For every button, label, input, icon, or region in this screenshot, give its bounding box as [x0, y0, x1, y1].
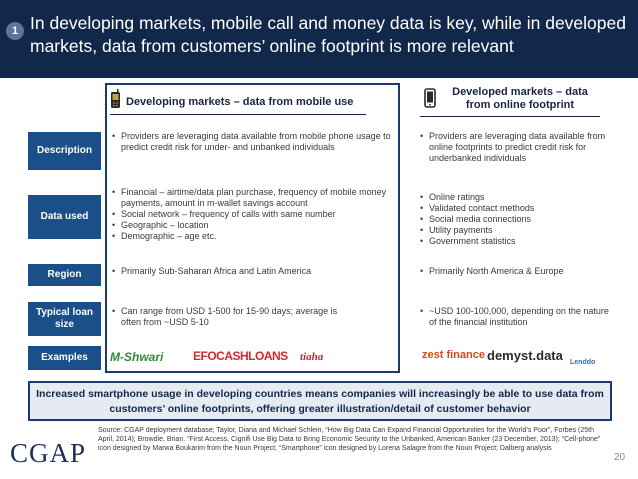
developed-column-header: Developed markets – data from online footprint [452, 86, 588, 111]
demyst-data-logo: demyst.data [487, 348, 563, 363]
efocashloans-logo: EFOCASHLOANS [193, 349, 288, 363]
cgap-logo: CGAP [10, 438, 87, 468]
list-item: • Validated contact methods [420, 203, 615, 214]
developing-region [112, 266, 392, 277]
zestfinance-logo: zest finance [422, 349, 485, 361]
smartphone-icon [424, 88, 436, 113]
developed-header-rule [420, 116, 600, 117]
row-label-data-used: Data used [28, 195, 101, 239]
list-item: • Geographic – location [112, 220, 392, 231]
lenddo-logo: Lenddo [570, 359, 596, 366]
list-item: • Social network – frequency of calls with same number [112, 209, 392, 220]
developing-data-used [112, 187, 392, 242]
key-insight-callout: Increased smartphone usage in developing countries means companies will increasingly be able to use data from customers’ online footprints, offering greater illustration/detail of customer behavior [28, 381, 612, 421]
developing-loan-size [112, 306, 352, 328]
mshwari-logo: M-Shwari [110, 350, 164, 364]
list-item: • Social media connections [420, 214, 615, 225]
developed-region [420, 266, 615, 277]
cell-phone-icon [110, 89, 121, 114]
title-banner [0, 0, 638, 78]
row-label-typical-loan-size: Typical loan size [28, 302, 101, 336]
list-item: • Government statistics [420, 236, 615, 247]
row-label-region: Region [28, 264, 101, 286]
list-item: • Primarily Sub-Saharan Africa and Latin America [112, 266, 392, 277]
list-item: • Utility payments [420, 225, 615, 236]
list-item: • Financial – airtime/data plan purchase, frequency of mobile money payments, amount in m-wallet savings account [112, 187, 392, 209]
row-label-description: Description [28, 132, 101, 170]
section-number-badge: 1 [6, 22, 24, 40]
list-item: • Providers are leveraging data available from mobile phone usage to predict credit risk for under- and unbanked individuals [112, 131, 392, 153]
tiaha-logo: tiaha [300, 351, 324, 363]
source-note: Source: CGAP deployment database; Taylor, Diana and Michael Schlein, “How Big Data Can Expand Financial Opportunities for the World’s Poor”, Forbes (25th April, 2014); Browdie, Brian. “First Access, Cignifi Use Big Data to Bring Economic Security to the Unbanked, American Banker (23 December, 2013); “Cell-phone” icon designed by Marwa Boukarim from the Noun Project; “Smartphone” icon designed by Lorena Salagre from the Noun Project; Dalberg analysis [98, 427, 601, 452]
developed-data-used [420, 192, 615, 247]
list-item: • Providers are leveraging data available from online footprints to predict credit risk for underbanked individuals [420, 131, 615, 164]
slide-title: In developing markets, mobile call and money data is key, while in developed markets, data from customers’ online footprint is more relevant [30, 13, 626, 56]
developing-column-header: Developing markets – data from mobile use [126, 96, 354, 108]
row-label-examples: Examples [28, 346, 101, 370]
list-item: • ~USD 100-100,000, depending on the nature of the financial institution [420, 306, 615, 328]
developing-description [112, 131, 392, 153]
developing-header-rule [110, 114, 366, 115]
list-item: • Online ratings [420, 192, 615, 203]
developed-loan-size [420, 306, 615, 328]
page-number: 20 [614, 452, 626, 463]
list-item: • Can range from USD 1-500 for 15-90 days; average is often from ~USD 5-10 [112, 306, 352, 328]
list-item: • Demographic – age etc. [112, 231, 392, 242]
list-item: • Primarily North America & Europe [420, 266, 615, 277]
developed-description [420, 131, 615, 164]
